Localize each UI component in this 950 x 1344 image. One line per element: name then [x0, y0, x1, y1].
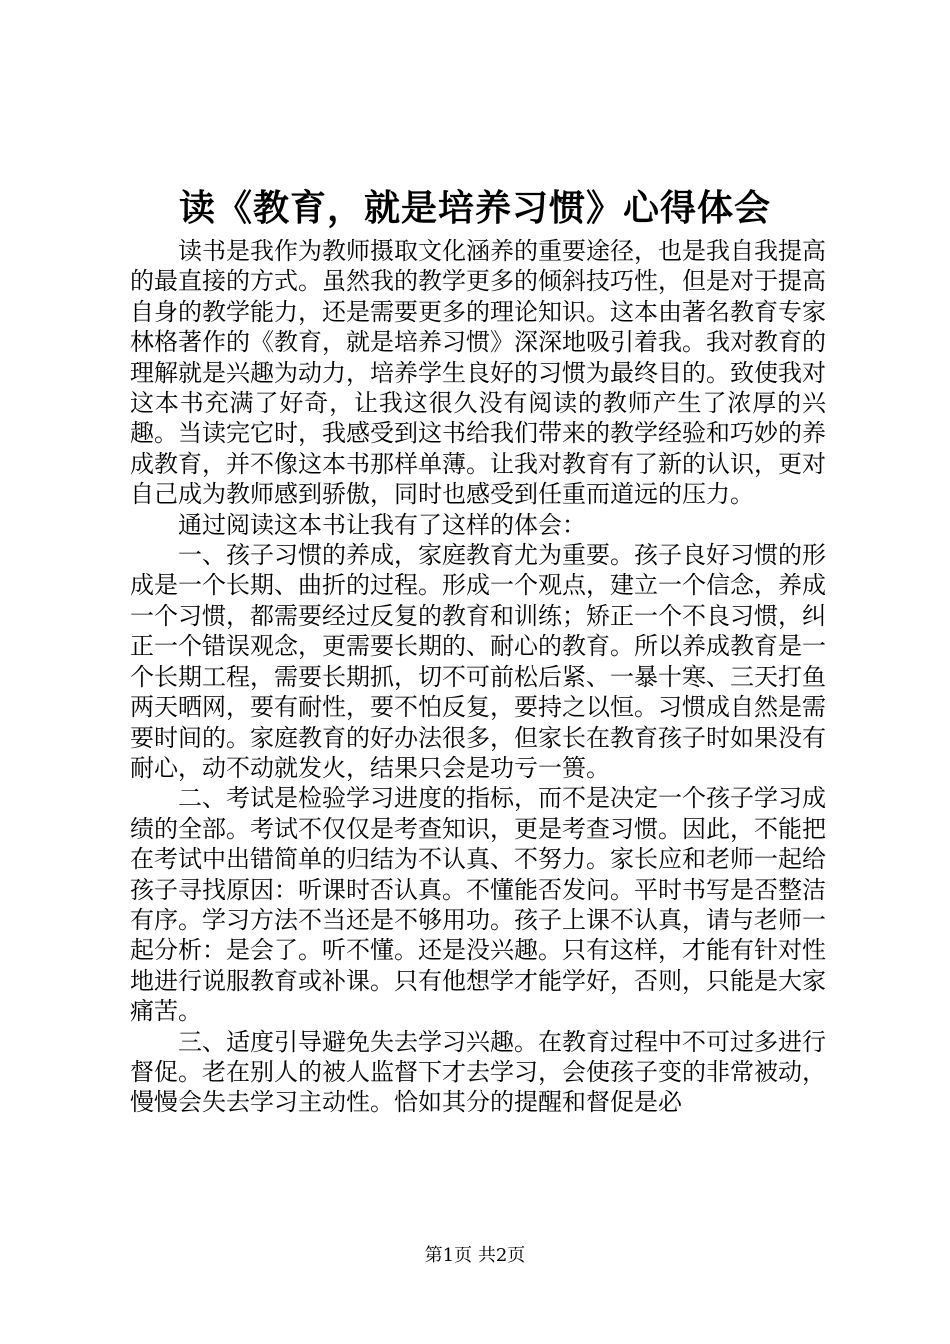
- page-footer: 第1页 共2页: [424, 1245, 526, 1266]
- paragraph-lead: 通过阅读这本书让我有了这样的体会：: [178, 510, 586, 539]
- paragraph-intro: 读书是我作为教师摄取文化涵养的重要途径，也是我自我提高的最直接的方式。虽然我的教学更多的倾斜技巧性，但是对于提高自身的教学能力，还是需要更多的理论知识。这本由著名教育专家林格著作的《教育，就是培养习惯》深深地吸引着我。我对教育的理解就是兴趣为动力，培养学生良好的习惯为最终目的。致使我对这本书充满了好奇，让我这很久没有阅读的教师产生了浓厚的兴趣。当读完它时，我感受到这书给我们带来的教学经验和巧妙的养成教育，并不像这本书那样单薄。让我对教育有了新的认识，更对自己成为教师感到骄傲，同时也感受到任重而道远的压力。: [130, 237, 826, 509]
- document-body: [130, 236, 826, 1118]
- paragraph-point-3: 三、适度引导避免失去学习兴趣。在教育过程中不可过多进行督促。老在别人的被人监督下才去学习，会使孩子变的非常被动，慢慢会失去学习主动性。恰如其分的提醒和督促是必: [130, 1027, 826, 1117]
- paragraph-point-1: 一、孩子习惯的养成，家庭教育尤为重要。孩子良好习惯的形成是一个长期、曲折的过程。形成一个观点，建立一个信念，养成一个习惯，都需要经过反复的教育和训练；矫正一个不良习惯，纠正一个错误观念，更需要长期的、耐心的教育。所以养成教育是一个长期工程，需要长期抓，切不可前松后紧、一暴十寒、三天打鱼两天晒网，要有耐性，要不怕反复，要持之以恒。习惯成自然是需要时间的。家庭教育的好办法很多，但家长在教育孩子时如果没有耐心，动不动就发火，结果只会是功亏一篑。: [130, 541, 826, 782]
- paragraph-point-2: 二、考试是检验学习进度的指标，而不是决定一个孩子学习成绩的全部。考试不仅仅是考查知识，更是考查习惯。因此，不能把在考试中出错简单的归结为不认真、不努力。家长应和老师一起给孩子寻找原因：听课时否认真。不懂能否发问。平时书写是否整洁有序。学习方法不当还是不够用功。孩子上课不认真，请与老师一起分析：是会了。听不懂。还是没兴趣。只有这样，才能有针对性地进行说服教育或补课。只有他想学才能学好，否则，只能是大家痛苦。: [130, 784, 826, 1026]
- page-title: 读《教育，就是培养习惯》心得体会: [178, 187, 771, 229]
